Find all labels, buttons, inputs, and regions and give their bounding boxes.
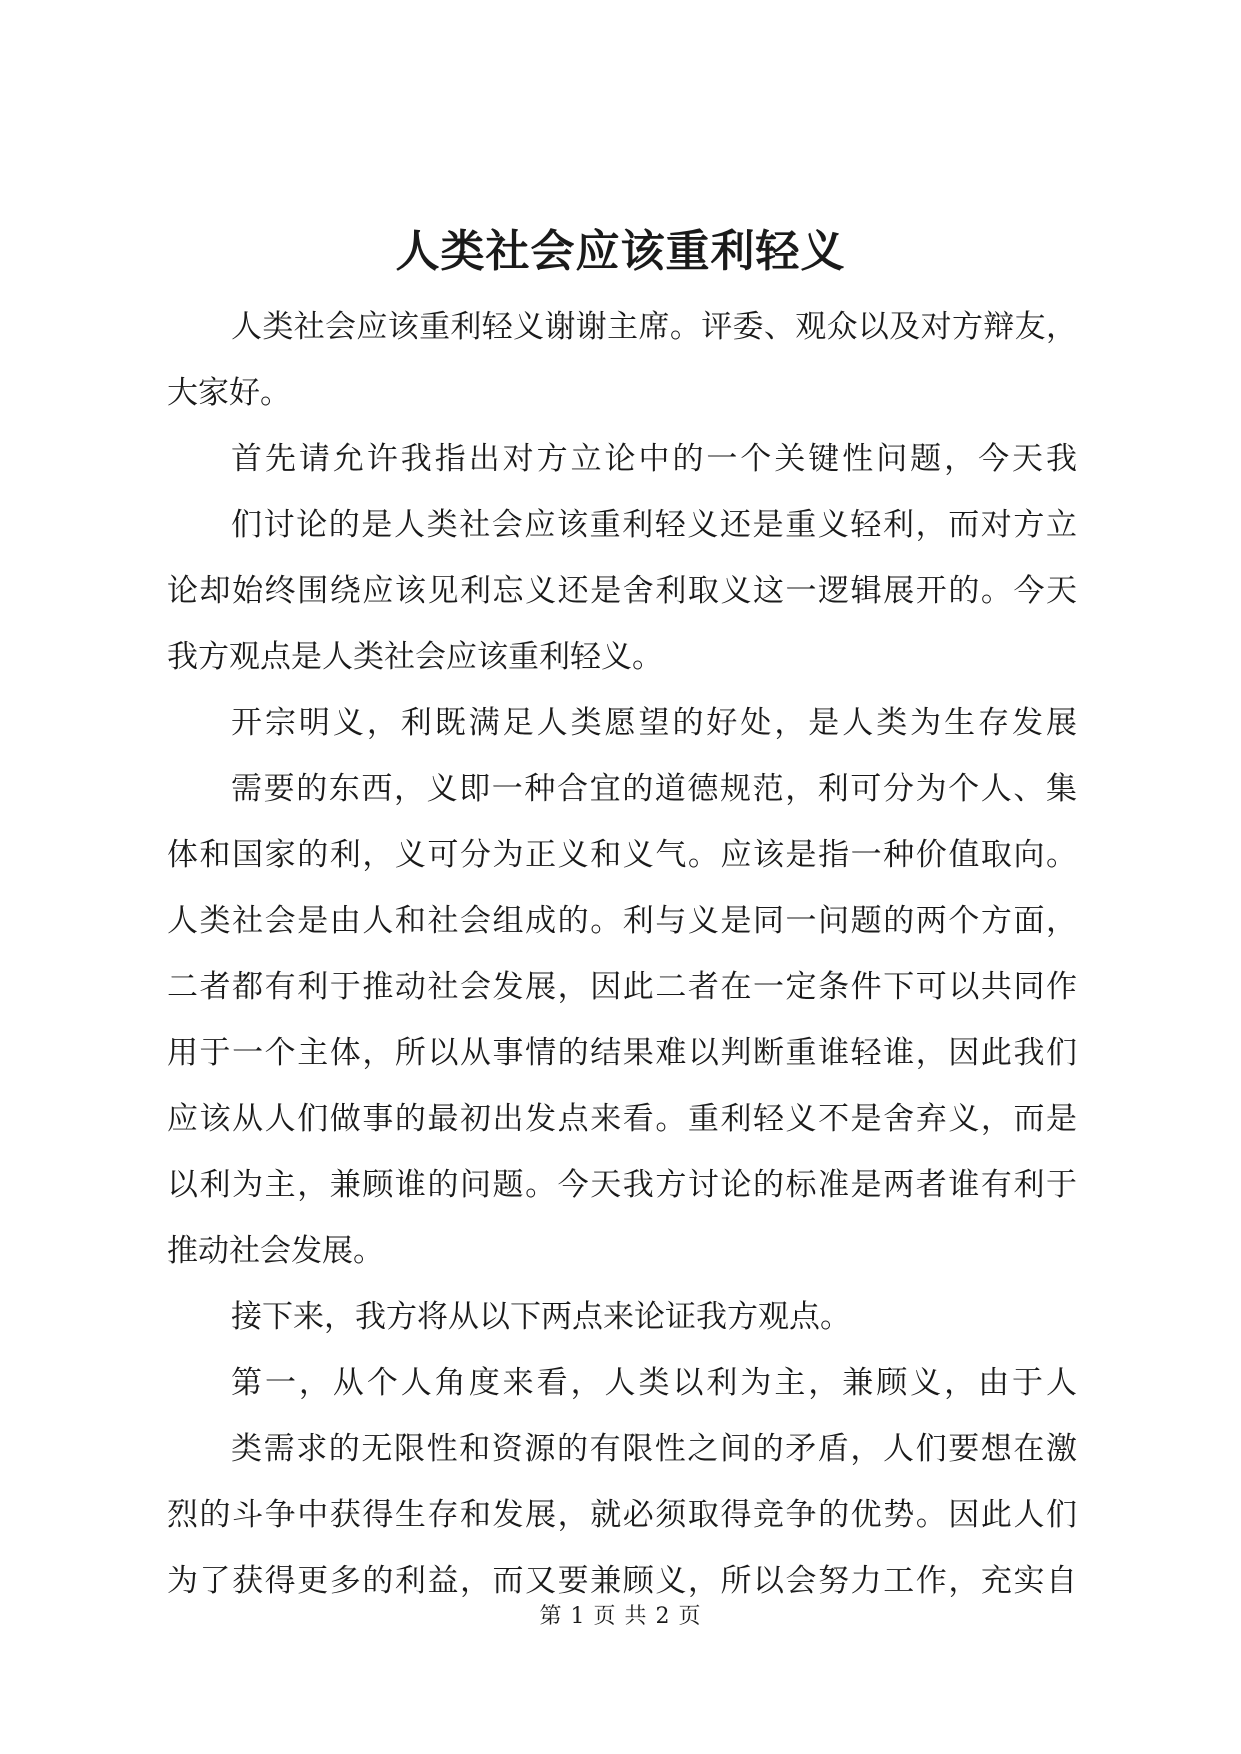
text-line: 应该从人们做事的最初出发点来看。重利轻义不是舍弃义，而是 [167, 1101, 1077, 1137]
text-line: 论却始终围绕应该见利忘义还是舍利取义这一逻辑展开的。今天 [167, 573, 1077, 609]
text-line: 们讨论的是人类社会应该重利轻义还是重义轻利，而对方立 [231, 507, 1077, 543]
text-line: 体和国家的利，义可分为正义和义气。应该是指一种价值取向。 [167, 837, 1077, 873]
text-line: 我方观点是人类社会应该重利轻义。 [167, 639, 663, 675]
page-number-footer: 第 1 页 共 2 页 [539, 1604, 702, 1629]
text-line: 大家好。 [167, 375, 291, 411]
text-line: 为了获得更多的利益，而又要兼顾义，所以会努力工作，充实自 [167, 1563, 1077, 1599]
text-line: 用于一个主体，所以从事情的结果难以判断重谁轻谁，因此我们 [167, 1035, 1077, 1071]
text-line: 接下来，我方将从以下两点来论证我方观点。 [231, 1299, 851, 1335]
text-line: 第一，从个人角度来看，人类以利为主，兼顾义，由于人 [231, 1365, 1077, 1401]
text-line: 需要的东西，义即一种合宜的道德规范，利可分为个人、集 [231, 771, 1077, 807]
text-line: 人类社会是由人和社会组成的。利与义是同一问题的两个方面， [167, 903, 1077, 939]
text-line: 人类社会应该重利轻义谢谢主席。评委、观众以及对方辩友， [231, 309, 1077, 345]
text-line: 首先请允许我指出对方立论中的一个关键性问题，今天我 [231, 441, 1077, 477]
document-body [167, 294, 1077, 1614]
text-line: 以利为主，兼顾谁的问题。今天我方讨论的标准是两者谁有利于 [167, 1167, 1077, 1203]
text-line: 二者都有利于推动社会发展，因此二者在一定条件下可以共同作 [167, 969, 1077, 1005]
document-title: 人类社会应该重利轻义 [395, 226, 846, 277]
text-line: 推动社会发展。 [167, 1233, 384, 1269]
text-line: 开宗明义，利既满足人类愿望的好处，是人类为生存发展 [231, 705, 1077, 741]
text-line: 烈的斗争中获得生存和发展，就必须取得竞争的优势。因此人们 [167, 1497, 1077, 1533]
text-line: 类需求的无限性和资源的有限性之间的矛盾，人们要想在激 [231, 1431, 1077, 1467]
